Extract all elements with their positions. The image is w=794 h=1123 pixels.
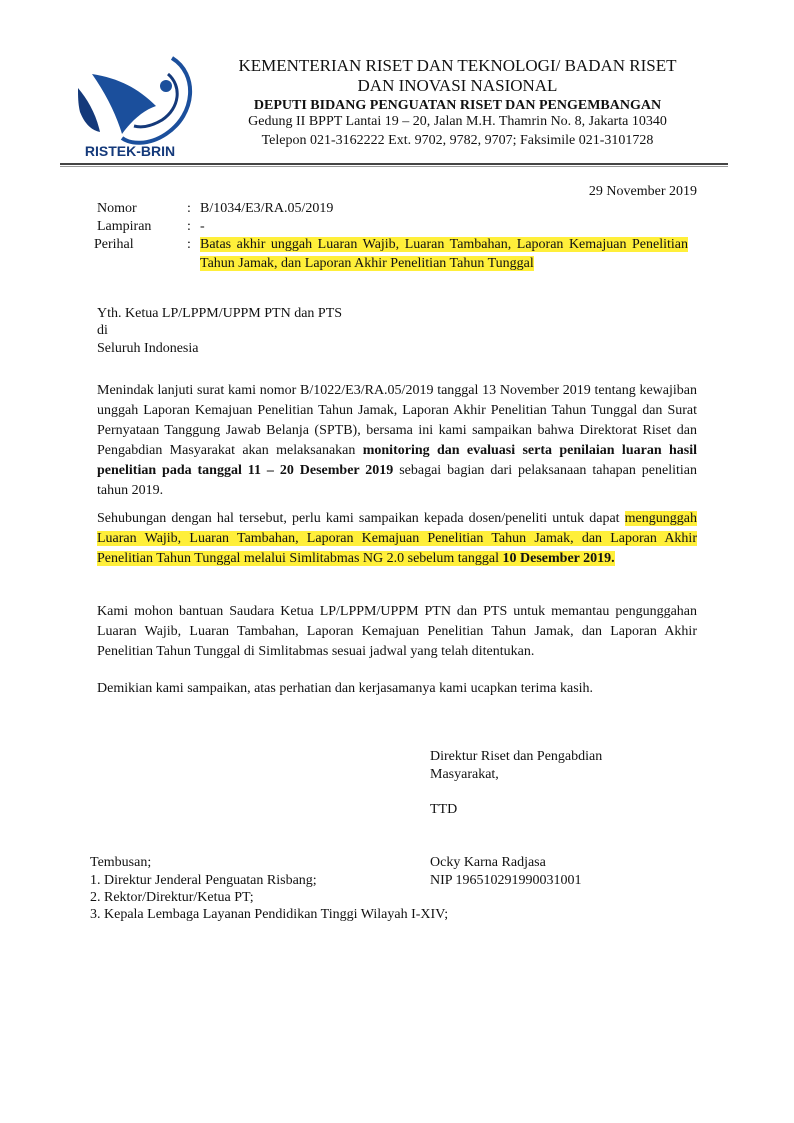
nomor-label: Nomor [97, 201, 137, 216]
paragraph-3: Kami mohon bantuan Saudara Ketua LP/LPPM/UPPM PTN dan PTS untuk memantau pengunggahan Luaran Wajib, Luaran Tambahan, Laporan Kemajuan Penelitian Tahun Jamak, dan Laporan Akhir Penelitian Tahun Tunggal di Simlitabmas sesuai jadwal yang telah ditentukan. [97, 604, 697, 659]
perihal-label: Perihal [94, 237, 134, 252]
letter-date: 29 November 2019 [588, 184, 697, 199]
paragraph-1-text-a: Menindak lanjuti surat kami nomor B/1022/E3/RA.05/2019 tanggal 13 November 2019 tentang kewajiban unggah Laporan Kemajuan Penelitian Tahun Jamak, Laporan Akhir Penelitian Tahun Tunggal dan Surat Pernyataan Tanggung Jawab Belanja (SPTB), bersama ini kami sampaikan bahwa Direktorat Riset dan Pengabdian Masyarakat akan melaksanakan [97, 383, 697, 458]
paragraph-2-text: Sehubungan dengan hal tersebut, perlu kami sampaikan kepada dosen/peneliti untuk dapat [97, 511, 625, 526]
paragraph-4: Demikian kami sampaikan, atas perhatian dan kerjasamanya kami ucapkan terima kasih. [97, 681, 594, 696]
signatory-title-line1: Direktur Riset dan Pengabdian [430, 749, 603, 764]
signatory-title-line2: Masyarakat, [430, 767, 499, 782]
signatory-nip: NIP 196510291990031001 [430, 873, 582, 888]
nomor-colon: : [187, 201, 191, 216]
ristek-brin-logo [60, 48, 200, 166]
lampiran-value: - [200, 219, 205, 234]
addressee-line2: di [97, 323, 108, 338]
ministry-name-line1: KEMENTERIAN RISET DAN TEKNOLOGI/ BADAN RISET [238, 56, 677, 75]
header-rule [60, 163, 728, 165]
signatory-name: Ocky Karna Radjasa [430, 855, 546, 870]
perihal-value [200, 235, 688, 273]
nomor-value: B/1034/E3/RA.05/2019 [200, 201, 334, 216]
logo-circle [160, 80, 172, 92]
ministry-name [215, 56, 700, 96]
paragraph-2 [97, 509, 697, 569]
logo-text: RISTEK-BRIN [84, 143, 176, 159]
perihal-highlight: Batas akhir unggah Luaran Wajib, Luaran Tambahan, Laporan Kemajuan Penelitian Tahun Jamak, dan Laporan Akhir Penelitian Tahun Tunggal [200, 237, 688, 271]
addressee-line3: Seluruh Indonesia [97, 341, 199, 356]
paragraph-1 [97, 381, 697, 501]
addressee-line1: Yth. Ketua LP/LPPM/UPPM PTN dan PTS [97, 306, 343, 321]
logo-left-shape [78, 88, 100, 132]
signature-ttd: TTD [430, 802, 458, 817]
paragraph-2-highlight: mengunggah Luaran Wajib, Luaran Tambahan, Laporan Kemajuan Penelitian Tahun Jamak, dan Laporan Akhir Penelitian Tahun Tunggal melalui Simlitabmas NG 2.0 sebelum tanggal [97, 511, 697, 566]
tembusan-item: 1. Direktur Jenderal Penguatan Risbang; [90, 873, 317, 888]
deputy-name: DEPUTI BIDANG PENGUATAN RISET DAN PENGEMBANGAN [253, 98, 662, 113]
perihal-colon: : [187, 237, 191, 252]
address-line: Gedung II BPPT Lantai 19 – 20, Jalan M.H. Thamrin No. 8, Jakarta 10340 [248, 114, 667, 129]
paragraph-1-bold: monitoring dan evaluasi serta penilaian luaran hasil penelitian pada tanggal 11 – 20 Desember 2019 [97, 443, 697, 478]
lampiran-colon: : [187, 219, 191, 234]
ministry-name-line2: DAN INOVASI NASIONAL [357, 76, 558, 95]
lampiran-label: Lampiran [97, 219, 152, 234]
header-rule-thin [60, 166, 728, 167]
tembusan-item: 3. Kepala Lembaga Layanan Pendidikan Tinggi Wilayah I-XIV; [90, 907, 449, 922]
paragraph-2-deadline: 10 Desember 2019. [502, 551, 615, 566]
tembusan-item: 2. Rektor/Direktur/Ketua PT; [90, 890, 254, 905]
phone-line: Telepon 021-3162222 Ext. 9702, 9782, 9707; Faksimile 021-3101728 [261, 133, 654, 148]
tembusan-label: Tembusan; [90, 855, 152, 870]
paragraph-1-text-b: sebagai bagian dari pelaksanaan tahapan penelitian tahun 2019. [97, 463, 698, 498]
